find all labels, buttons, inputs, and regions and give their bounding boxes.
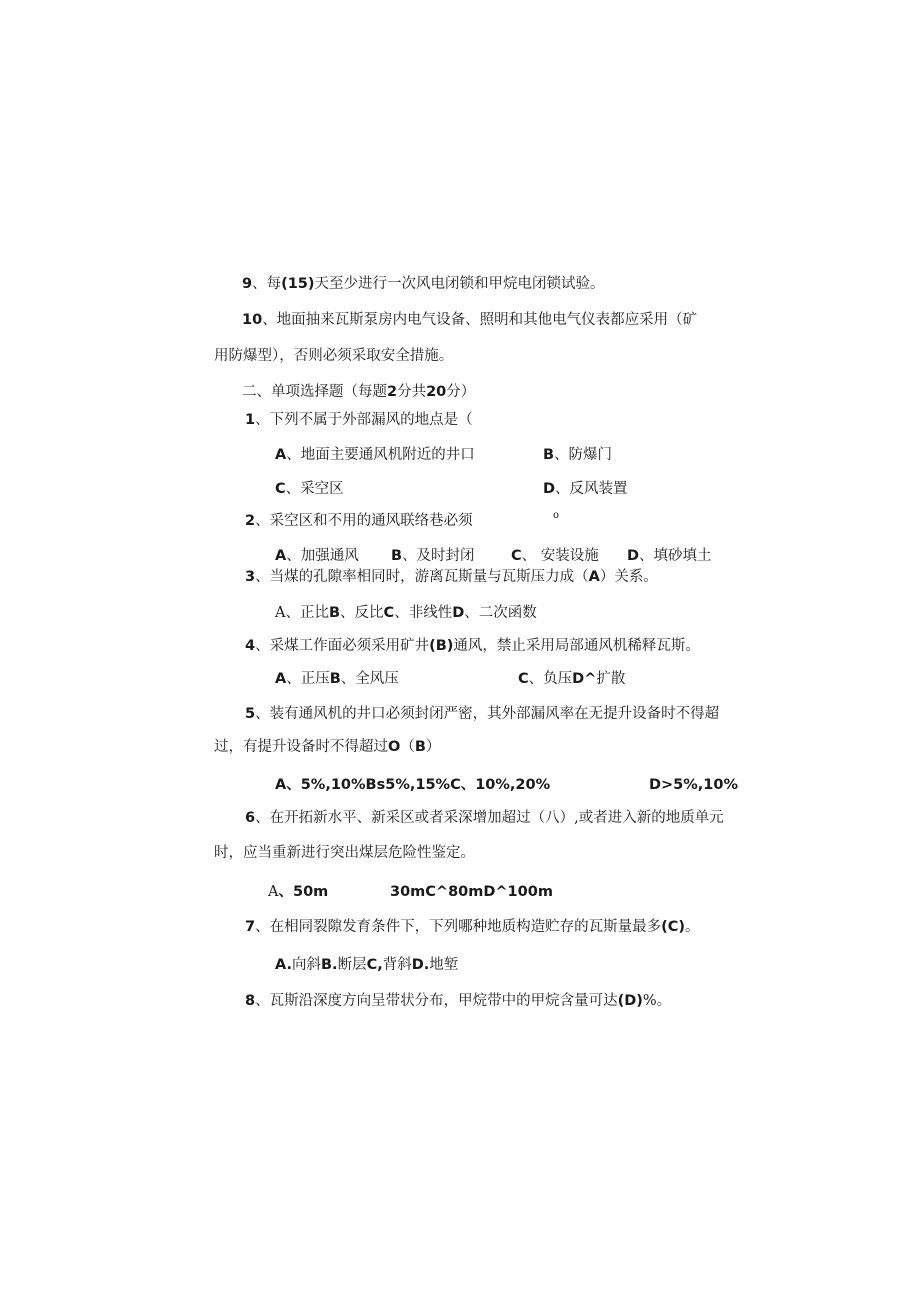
s1-option-c: C、采空区 (275, 481, 344, 497)
single-choice-3: 3、当煤的孔隙率相同时，游离瓦斯量与瓦斯压力成（A）关系。 (245, 569, 658, 585)
s7-options: A.向斜B.断层C,背斜D.地堑 (275, 957, 459, 973)
s3-options: A、正比B、反比C、非线性D、二次函数 (275, 605, 537, 621)
single-choice-5-line-1: 5、装有通风机的井口必须封闭严密，其外部漏风率在无提升设备时不得超 (245, 706, 720, 722)
s1-option-b: B、防爆门 (543, 447, 613, 463)
single-choice-2: 2、采空区和不用的通风联络巷必须 (245, 513, 473, 529)
s5-option-d: D>5%,10% (649, 777, 739, 793)
single-choice-1: 1、下列不属于外部漏风的地点是（ (245, 412, 473, 428)
s2-option-c: C、 安装设施 (511, 548, 599, 564)
stray-mark: o (553, 510, 560, 521)
s4-options-right: C、负压D^扩散 (518, 671, 626, 687)
s2-option-a: A、加强通风 (275, 548, 359, 564)
s2-option-d: D、填砂填土 (627, 548, 712, 564)
single-choice-8: 8、瓦斯沿深度方向呈带状分布，甲烷带中的甲烷含量可达(D)%。 (245, 993, 672, 1009)
s1-option-a: A、地面主要通风机附近的井口 (275, 447, 475, 463)
question-9: 9、每(15)天至少进行一次风电闭锁和甲烷电闭锁试验。 (242, 276, 605, 292)
single-choice-4: 4、采煤工作面必须采用矿井(B)通风，禁止采用局部通风机稀释瓦斯。 (245, 638, 700, 654)
question-10-line-2: 用防爆型），否则必须采取安全措施。 (214, 348, 454, 364)
s2-option-b: B、及时封闭 (391, 548, 475, 564)
single-choice-7: 7、在相同裂隙发育条件下，下列哪种地质构造贮存的瓦斯量最多(C)。 (245, 919, 700, 935)
s6-option-a: A、50m (268, 884, 329, 900)
s1-option-d: D、反风装置 (543, 481, 628, 497)
section-2-heading: 二、单项选择题（每题2分共20分） (242, 384, 476, 400)
single-choice-6-line-2: 时，应当重新进行突出煤层危险性鉴定。 (214, 845, 475, 861)
s5-options-left: A、5%,10%Bs5%,15%C、10%,20% (275, 777, 551, 793)
s4-options-left: A、正压B、全风压 (275, 671, 399, 687)
s6-options-rest: 30mC^80mD^100m (390, 884, 553, 900)
single-choice-6-line-1: 6、在开拓新水平、新采区或者采深增加超过（八）,或者进入新的地质单元 (245, 810, 724, 826)
question-10-line-1: 10、地面抽来瓦斯泵房内电气设备、照明和其他电气仪表都应采用（矿 (242, 312, 698, 328)
single-choice-5-line-2: 过，有提升设备时不得超过O（B） (214, 739, 441, 755)
